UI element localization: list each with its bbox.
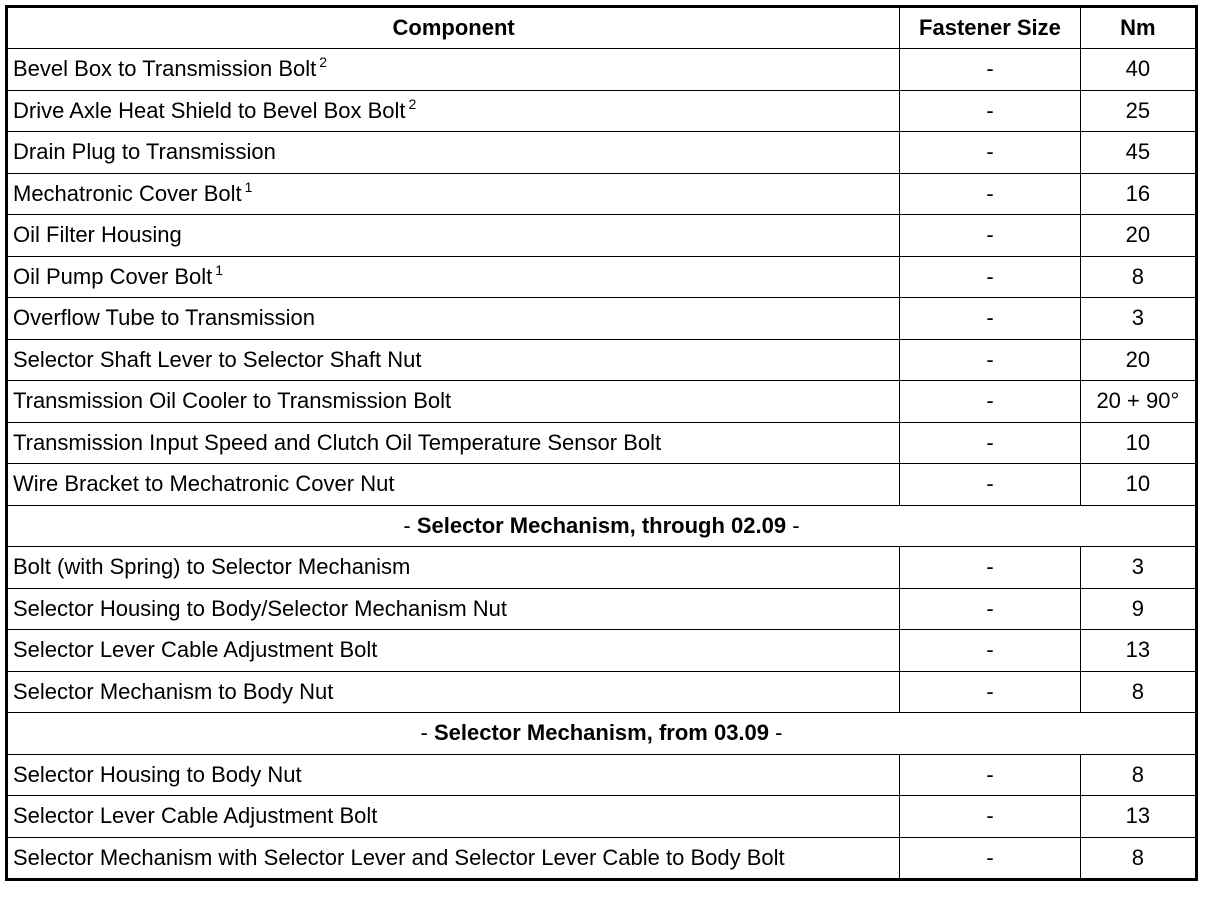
component-cell bbox=[7, 298, 900, 340]
fastener-size-cell: - bbox=[900, 90, 1080, 132]
footnote-marker: 1 bbox=[244, 178, 253, 195]
component-cell bbox=[7, 754, 900, 796]
table-row bbox=[7, 630, 1197, 672]
component-cell bbox=[7, 49, 900, 91]
section-dash-left: - bbox=[403, 512, 417, 538]
footnote-marker: 2 bbox=[319, 54, 328, 71]
header-fastener-size: Fastener Size bbox=[900, 7, 1080, 49]
fastener-size-cell: - bbox=[900, 173, 1080, 215]
component-cell bbox=[7, 339, 900, 381]
header-nm: Nm bbox=[1080, 7, 1196, 49]
component-name: Selector Shaft Lever to Selector Shaft Nut bbox=[13, 346, 422, 372]
component-name: Mechatronic Cover Bolt bbox=[13, 180, 242, 206]
component-name: Wire Bracket to Mechatronic Cover Nut bbox=[13, 471, 395, 497]
fastener-size-cell: - bbox=[900, 837, 1080, 880]
component-name: Bolt (with Spring) to Selector Mechanism bbox=[13, 554, 411, 580]
torque-nm-cell: 20 bbox=[1080, 339, 1196, 381]
table-row bbox=[7, 547, 1197, 589]
component-name: Oil Filter Housing bbox=[13, 222, 182, 248]
torque-nm-cell: 16 bbox=[1080, 173, 1196, 215]
component-name: Bevel Box to Transmission Bolt bbox=[13, 56, 317, 82]
table-body bbox=[7, 49, 1197, 880]
header-component: Component bbox=[7, 7, 900, 49]
torque-table-container bbox=[5, 5, 1198, 881]
torque-nm-cell: 20 + 90° bbox=[1080, 381, 1196, 423]
component-name: Selector Lever Cable Adjustment Bolt bbox=[13, 803, 378, 829]
torque-nm-cell: 20 bbox=[1080, 215, 1196, 257]
component-cell bbox=[7, 422, 900, 464]
section-header bbox=[7, 713, 1197, 755]
component-name: Selector Mechanism with Selector Lever and Selector Lever Cable to Body Bolt bbox=[13, 844, 785, 870]
table-row bbox=[7, 256, 1197, 298]
torque-nm-cell: 3 bbox=[1080, 547, 1196, 589]
component-name: Overflow Tube to Transmission bbox=[13, 305, 316, 331]
table-header-row bbox=[7, 7, 1197, 49]
fastener-size-cell: - bbox=[900, 796, 1080, 838]
table-row bbox=[7, 298, 1197, 340]
component-cell bbox=[7, 837, 900, 880]
component-name: Drain Plug to Transmission bbox=[13, 139, 276, 165]
table-row bbox=[7, 173, 1197, 215]
table-row bbox=[7, 588, 1197, 630]
fastener-size-cell: - bbox=[900, 422, 1080, 464]
footnote-marker: 2 bbox=[408, 95, 417, 112]
table-row bbox=[7, 671, 1197, 713]
table-row bbox=[7, 49, 1197, 91]
torque-nm-cell: 8 bbox=[1080, 671, 1196, 713]
fastener-size-cell: - bbox=[900, 630, 1080, 672]
table-row bbox=[7, 132, 1197, 174]
table-row bbox=[7, 90, 1197, 132]
torque-nm-cell: 8 bbox=[1080, 754, 1196, 796]
torque-nm-cell: 8 bbox=[1080, 256, 1196, 298]
fastener-size-cell: - bbox=[900, 339, 1080, 381]
section-header-row bbox=[7, 505, 1197, 547]
fastener-size-cell: - bbox=[900, 464, 1080, 506]
table-row bbox=[7, 381, 1197, 423]
table-row bbox=[7, 837, 1197, 880]
torque-nm-cell: 13 bbox=[1080, 630, 1196, 672]
torque-nm-cell: 10 bbox=[1080, 422, 1196, 464]
table-row bbox=[7, 422, 1197, 464]
torque-nm-cell: 13 bbox=[1080, 796, 1196, 838]
component-cell bbox=[7, 381, 900, 423]
table-row bbox=[7, 754, 1197, 796]
table-row bbox=[7, 215, 1197, 257]
section-title: Selector Mechanism, through 02.09 bbox=[416, 512, 787, 538]
component-cell bbox=[7, 671, 900, 713]
fastener-size-cell: - bbox=[900, 256, 1080, 298]
component-cell bbox=[7, 132, 900, 174]
component-cell bbox=[7, 90, 900, 132]
table-row bbox=[7, 339, 1197, 381]
fastener-size-cell: - bbox=[900, 547, 1080, 589]
fastener-size-cell: - bbox=[900, 298, 1080, 340]
component-cell bbox=[7, 215, 900, 257]
fastener-size-cell: - bbox=[900, 588, 1080, 630]
fastener-size-cell: - bbox=[900, 381, 1080, 423]
component-name: Selector Housing to Body/Selector Mechanism Nut bbox=[13, 595, 508, 621]
section-dash-right: - bbox=[769, 720, 783, 746]
torque-nm-cell: 25 bbox=[1080, 90, 1196, 132]
fastener-size-cell: - bbox=[900, 671, 1080, 713]
component-name: Selector Mechanism to Body Nut bbox=[13, 678, 334, 704]
component-name: Oil Pump Cover Bolt bbox=[13, 263, 213, 289]
fastener-size-cell: - bbox=[900, 132, 1080, 174]
footnote-marker: 1 bbox=[215, 261, 224, 278]
torque-nm-cell: 9 bbox=[1080, 588, 1196, 630]
component-cell bbox=[7, 630, 900, 672]
fastener-size-cell: - bbox=[900, 215, 1080, 257]
section-dash-left: - bbox=[420, 720, 434, 746]
torque-nm-cell: 40 bbox=[1080, 49, 1196, 91]
fastener-size-cell: - bbox=[900, 754, 1080, 796]
component-cell bbox=[7, 173, 900, 215]
torque-nm-cell: 10 bbox=[1080, 464, 1196, 506]
table-row bbox=[7, 464, 1197, 506]
component-cell bbox=[7, 796, 900, 838]
component-name: Selector Lever Cable Adjustment Bolt bbox=[13, 637, 378, 663]
section-header-row bbox=[7, 713, 1197, 755]
table-row bbox=[7, 796, 1197, 838]
component-name: Selector Housing to Body Nut bbox=[13, 761, 302, 787]
torque-nm-cell: 3 bbox=[1080, 298, 1196, 340]
section-dash-right: - bbox=[786, 512, 800, 538]
torque-specification-table bbox=[5, 5, 1198, 881]
component-cell bbox=[7, 464, 900, 506]
component-name: Transmission Input Speed and Clutch Oil Temperature Sensor Bolt bbox=[13, 429, 662, 455]
component-cell bbox=[7, 256, 900, 298]
fastener-size-cell: - bbox=[900, 49, 1080, 91]
torque-nm-cell: 8 bbox=[1080, 837, 1196, 880]
component-cell bbox=[7, 588, 900, 630]
component-cell bbox=[7, 547, 900, 589]
torque-nm-cell: 45 bbox=[1080, 132, 1196, 174]
section-title: Selector Mechanism, from 03.09 bbox=[433, 720, 770, 746]
section-header bbox=[7, 505, 1197, 547]
component-name: Transmission Oil Cooler to Transmission Bolt bbox=[13, 388, 452, 414]
component-name: Drive Axle Heat Shield to Bevel Box Bolt bbox=[13, 97, 406, 123]
